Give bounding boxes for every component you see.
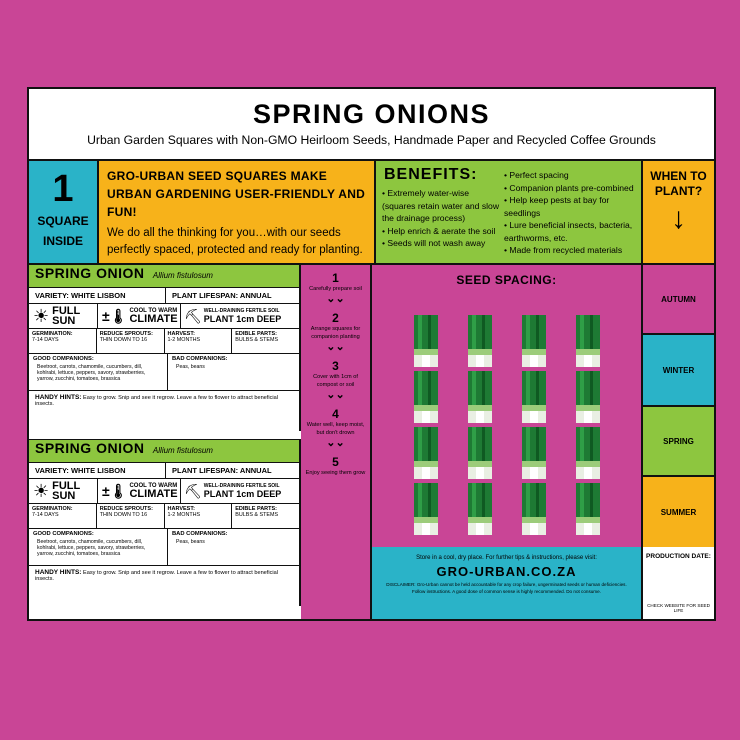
good-label: GOOD COMPANIONS:	[33, 356, 94, 362]
seed-spacing-panel	[372, 265, 643, 549]
step-text: Arrange squares for companion planting	[310, 326, 361, 340]
gro-body: We do all the thinking for you…with our seeds perfectly spaced, protected and ready for planting.	[107, 227, 363, 256]
plant-card-1	[29, 265, 301, 431]
step-number: 3	[332, 359, 339, 373]
sun-icon: ☀	[33, 305, 50, 326]
benefit-item: • Seeds will not wash away	[382, 237, 500, 250]
soil-line1: WELL-DRAINING FERTILE SOIL	[203, 308, 280, 314]
disclaimer: DISCLAIMER: Gro-Urban cannot be held accountable for any crop failure, ungerminated seeds or human deficiencies. Follow instructions. A good dose of common sense is highly recommended. Do not consume.	[386, 582, 627, 594]
stat-label: HARVEST:	[167, 506, 195, 512]
plant-header	[29, 440, 299, 463]
companions-row	[29, 354, 299, 391]
stat-value: 1-2 MONTHS	[167, 337, 201, 343]
edible-cell	[232, 504, 299, 528]
square-label-1: SQUARE	[37, 214, 89, 228]
variety: VARIETY: WHITE LISBON	[29, 463, 166, 478]
good-companions	[29, 529, 168, 565]
stat-value: THIN DOWN TO 16	[99, 512, 148, 518]
onion-icon	[576, 315, 600, 367]
step-text: Enjoy seeing them grow	[305, 470, 366, 476]
benefits-box	[376, 161, 643, 265]
climate-cell	[98, 304, 181, 328]
climate-line1: COOL TO WARM	[129, 308, 178, 314]
arrow-down-icon: ↓	[671, 202, 686, 235]
thermometer-icon: ±🌡	[102, 307, 128, 324]
soil-line2: PLANT 1cm DEEP	[203, 489, 282, 499]
bad-list: Peas, beans	[176, 539, 205, 545]
subtitle: Urban Garden Squares with Non-GMO Heirloom Seeds, Handmade Paper and Recycled Coffee Grounds	[87, 133, 656, 147]
onion-icon	[468, 483, 492, 535]
soil-line2: PLANT 1cm DEEP	[203, 314, 282, 324]
chevron-down-icon: ⌄⌄	[326, 293, 345, 305]
chevron-down-icon: ⌄⌄	[326, 341, 345, 353]
square-count: 1	[52, 168, 74, 210]
seed-spacing-heading: SEED SPACING:	[456, 273, 557, 287]
handy-hints	[29, 566, 299, 606]
conditions-row	[29, 479, 299, 504]
soil-cell	[181, 483, 281, 500]
stat-label: REDUCE SPROUTS:	[99, 331, 153, 337]
stat-label: GERMINATION:	[32, 506, 73, 512]
benefits-col1	[382, 187, 500, 250]
sun-cell	[29, 304, 98, 328]
stats-row	[29, 504, 299, 529]
stat-label: HARVEST:	[167, 331, 195, 337]
onion-icon	[468, 371, 492, 423]
sun-line2: SUN	[52, 490, 76, 502]
step-number: 4	[332, 407, 339, 421]
hints-label: HANDY HINTS:	[35, 569, 82, 576]
soil-cell	[181, 308, 281, 325]
onion-icon	[576, 371, 600, 423]
bad-label: BAD COMPANIONS:	[172, 356, 228, 362]
stat-label: GERMINATION:	[32, 331, 73, 337]
companions-row	[29, 529, 299, 566]
sprouts-cell	[97, 504, 165, 528]
step-number: 1	[332, 271, 339, 285]
onion-icon	[414, 371, 438, 423]
benefit-item: • Made from recycled materials	[504, 244, 640, 257]
website-link[interactable]: GRO-URBAN.CO.ZA	[436, 564, 577, 579]
benefit-item: • Extremely water-wise (squares retain water and slow the drainage process)	[382, 187, 500, 225]
onion-icon	[468, 315, 492, 367]
variety: VARIETY: WHITE LISBON	[29, 288, 166, 303]
good-list: Beetroot, carrots, chamomile, cucumbers, dill, kohlrabi, lettuce, peppers, savory, strawberries, yarrow, zucchini, tomatoes, brassica	[37, 539, 146, 557]
when-to-plant-label: WHEN TO PLANT?	[650, 169, 707, 198]
onion-icon	[522, 427, 546, 479]
production-date-box	[643, 547, 714, 619]
onion-icon	[576, 427, 600, 479]
hints-label: HANDY HINTS:	[35, 394, 82, 401]
germination-cell	[29, 329, 97, 353]
lifespan: PLANT LIFESPAN: ANNUAL	[172, 466, 272, 475]
climate-line2: CLIMATE	[129, 488, 178, 500]
plant-header	[29, 265, 299, 288]
step-number: 5	[332, 455, 339, 469]
good-label: GOOD COMPANIONS:	[33, 531, 94, 537]
seed-packet-card	[27, 87, 716, 621]
stat-value: 7-14 DAYS	[32, 337, 59, 343]
chevron-down-icon: ⌄⌄	[326, 437, 345, 449]
shovel-icon: ⛏	[184, 307, 202, 324]
conditions-row	[29, 304, 299, 329]
thermometer-icon: ±🌡	[102, 482, 128, 499]
when-to-plant-box	[643, 161, 714, 265]
plant-card-2	[29, 439, 301, 606]
variety-row	[29, 288, 299, 304]
stat-value: THIN DOWN TO 16	[99, 337, 148, 343]
season-autumn: AUTUMN	[643, 265, 714, 335]
bad-companions	[168, 354, 232, 390]
sun-cell	[29, 479, 98, 503]
stat-label: REDUCE SPROUTS:	[99, 506, 153, 512]
square-label-2: INSIDE	[42, 234, 83, 248]
sprouts-cell	[97, 329, 165, 353]
shovel-icon: ⛏	[184, 482, 202, 499]
stat-value: 7-14 DAYS	[32, 512, 59, 518]
sun-line1: FULL	[52, 305, 81, 317]
benefit-item: • Companion plants pre-combined	[504, 182, 640, 195]
plant-latin: Allium fistulosum	[152, 271, 213, 280]
chevron-down-icon: ⌄⌄	[326, 389, 345, 401]
onion-icon	[414, 315, 438, 367]
benefit-item: • Help keep pests at bay for seedlings	[504, 194, 640, 219]
lifespan: PLANT LIFESPAN: ANNUAL	[172, 291, 272, 300]
stats-row	[29, 329, 299, 354]
sun-icon: ☀	[33, 480, 50, 501]
benefit-item: • Help enrich & aerate the soil	[382, 225, 500, 238]
benefit-item: • Lure beneficial insects, bacteria, earthworms, etc.	[504, 219, 640, 244]
climate-line1: COOL TO WARM	[129, 483, 178, 489]
soil-line1: WELL-DRAINING FERTILE SOIL	[203, 483, 280, 489]
onion-icon	[414, 483, 438, 535]
onion-icon	[522, 315, 546, 367]
plant-name: SPRING ONION	[35, 440, 145, 456]
plant-latin: Allium fistulosum	[152, 446, 213, 455]
germination-cell	[29, 504, 97, 528]
onion-icon	[414, 427, 438, 479]
store-advice: Store in a cool, dry place. For further tips & instructions, please visit:	[416, 555, 597, 561]
season-summer: SUMMER	[643, 477, 714, 549]
benefit-item: • Perfect spacing	[504, 169, 640, 182]
hints-text: Easy to grow. Snip and see it regrow. Leave a few to flower to attract beneficial insects.	[35, 570, 278, 582]
onion-icon	[522, 483, 546, 535]
onion-icon	[576, 483, 600, 535]
steps-column	[301, 265, 372, 619]
stat-value: BULBS & STEMS	[235, 512, 279, 518]
season-winter: WINTER	[643, 335, 714, 407]
step-text: Water well, keep moist, but don't drown	[306, 422, 365, 436]
sun-line1: FULL	[52, 480, 81, 492]
season-spring: SPRING	[643, 407, 714, 477]
stat-label: EDIBLE PARTS:	[235, 506, 278, 512]
gro-heading: GRO-URBAN SEED SQUARES MAKE URBAN GARDENING USER-FRIENDLY AND FUN!	[107, 169, 366, 219]
title-block	[29, 89, 714, 161]
climate-line2: CLIMATE	[129, 313, 178, 325]
step-text: Carefully prepare soil	[309, 286, 362, 292]
hints-text: Easy to grow. Snip and see it regrow. Leave a few to flower to attract beneficial insects.	[35, 395, 278, 407]
production-date-label: PRODUCTION DATE:	[646, 553, 711, 560]
bad-companions	[168, 529, 232, 565]
onion-icon	[468, 427, 492, 479]
sun-line2: SUN	[52, 315, 76, 327]
benefits-heading: BENEFITS:	[384, 166, 478, 183]
good-list: Beetroot, carrots, chamomile, cucumbers, dill, kohlrabi, lettuce, peppers, savory, strawberries, yarrow, zucchini, tomatoes, brassica	[37, 364, 146, 382]
step-text: Cover with 1cm of compost or soil	[313, 374, 358, 388]
onion-icon	[522, 371, 546, 423]
page-title: SPRING ONIONS	[252, 99, 491, 129]
step-number: 2	[332, 311, 339, 325]
variety-row	[29, 463, 299, 479]
climate-cell	[98, 479, 181, 503]
benefits-col2	[504, 169, 640, 257]
square-count-box	[29, 161, 99, 265]
stat-value: BULBS & STEMS	[235, 337, 279, 343]
harvest-cell	[165, 504, 233, 528]
plant-name: SPRING ONION	[35, 265, 145, 281]
stat-label: EDIBLE PARTS:	[235, 331, 278, 337]
good-companions	[29, 354, 168, 390]
harvest-cell	[165, 329, 233, 353]
handy-hints	[29, 391, 299, 431]
gro-urban-box	[99, 161, 376, 265]
bad-label: BAD COMPANIONS:	[172, 531, 228, 537]
seed-life-note: CHECK WEBSITE FOR SEED LIFE	[647, 603, 710, 613]
bad-list: Peas, beans	[176, 364, 205, 370]
stat-value: 1-2 MONTHS	[167, 512, 201, 518]
store-info-box	[372, 547, 643, 619]
edible-cell	[232, 329, 299, 353]
